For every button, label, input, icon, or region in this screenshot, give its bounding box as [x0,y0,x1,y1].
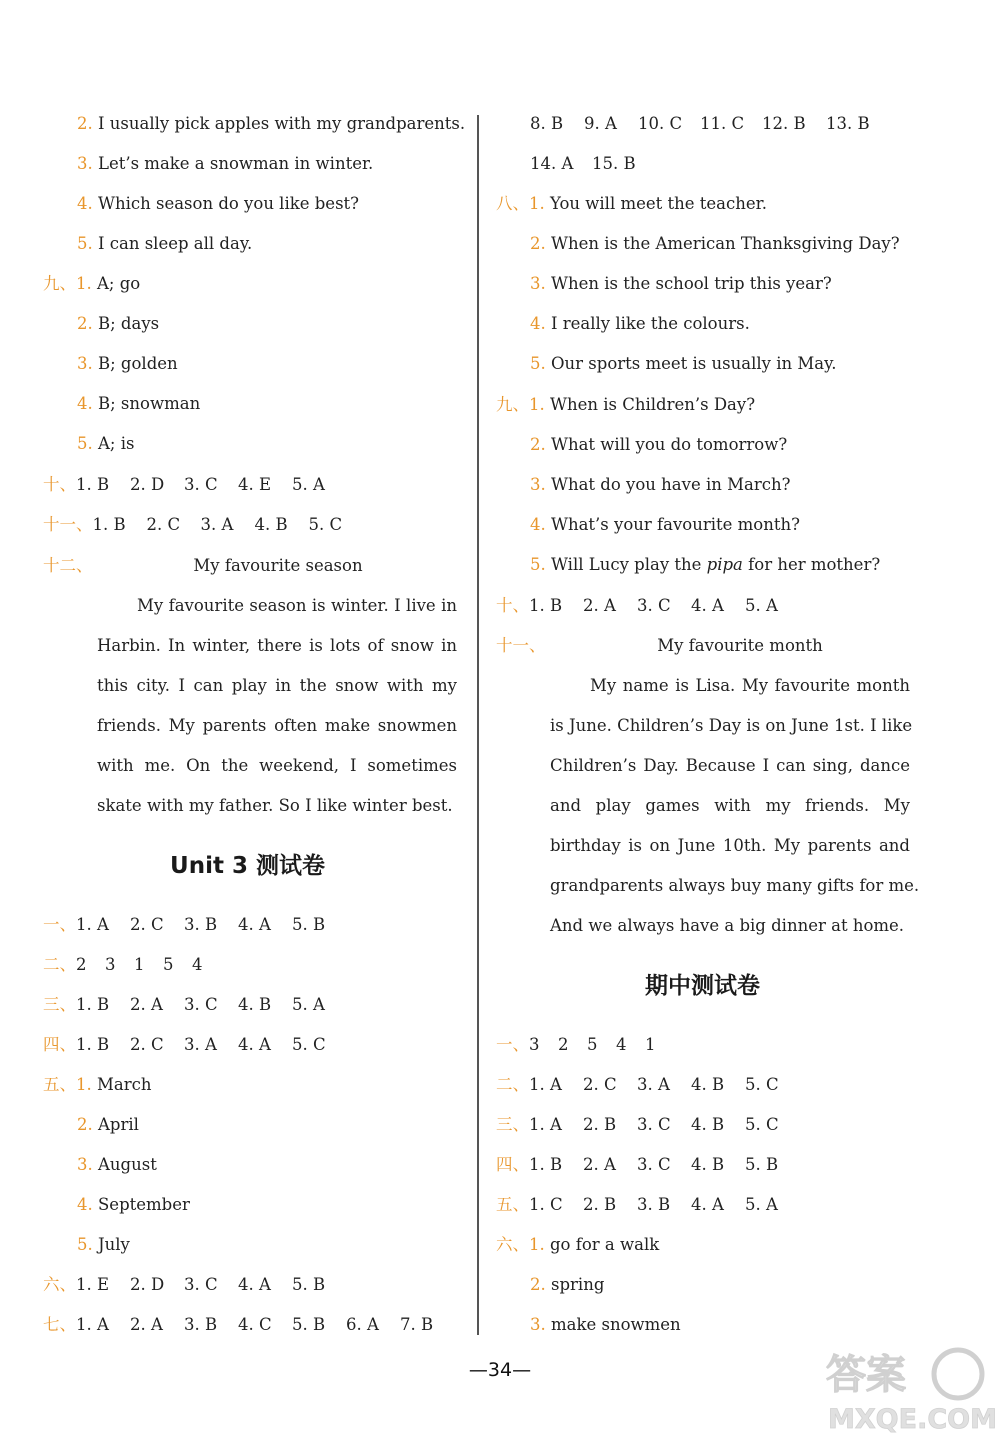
answer-line: 4. I really like the colours. [530,314,750,333]
answer-line: 3. make snowmen [530,1315,681,1334]
essay-line: with me. On the weekend, I sometimes [97,756,457,775]
section-title: 期中测试卷 [645,973,760,999]
answer-row: 三、1. A 2. B 3. C 4. B 5. C [496,1115,779,1134]
answer-line: 5. Our sports meet is usually in May. [530,354,837,373]
answer-line: 3. What do you have in March? [530,475,791,494]
answer-row: 三、1. B 2. A 3. C 4. B 5. A [43,995,325,1014]
answer-line: 4. B; snowman [77,394,201,413]
answer-row: 五、1. C 2. B 3. B 4. A 5. A [496,1195,778,1214]
section-label: 十、 [496,596,529,615]
section-label: 二、 [43,955,76,974]
answer-row: 一、3 2 5 4 1 [496,1035,656,1054]
answer-row: 14. A 15. B [530,154,636,173]
section-label: 九、 [43,274,76,293]
answer-line: 3. Let’s make a snowman in winter. [77,154,374,173]
answer-row: 二、1. A 2. C 3. A 4. B 5. C [496,1075,779,1094]
answer-line: 2. April [77,1115,139,1134]
section-label: 一、 [43,915,76,934]
answer-row: 8. B 9. A 10. C 11. C 12. B 13. B [530,114,870,133]
essay-title: My favourite season [193,556,363,575]
essay-line: and play games with my friends. My [550,796,910,815]
answer-line: 九、1. A; go [43,274,141,293]
section-label: 七、 [43,1315,76,1334]
essay-line: My favourite season is winter. I live in [137,596,457,615]
section-label: 五、 [496,1195,529,1214]
section-label: 九、 [496,395,529,414]
essay-line: skate with my father. So I like winter best. [97,796,453,815]
answer-row: 二、2 3 1 5 4 [43,955,203,974]
answer-row: 十、1. B 2. A 3. C 4. A 5. A [496,596,778,615]
answer-line: 八、1. You will meet the teacher. [496,194,767,213]
svg-text:答案: 答案 [826,1352,906,1398]
section-label: 六、 [496,1235,529,1254]
section-label: 六、 [43,1275,76,1294]
essay-line: My name is Lisa. My favourite month [590,676,910,695]
section-label: 一、 [496,1035,529,1054]
watermark-logo [818,1340,998,1435]
section-label: 五、 [43,1075,76,1094]
section-label: 十一、 [496,636,546,655]
answer-line: 2. B; days [77,314,160,333]
column-divider [477,115,479,1335]
answer-line: 5. I can sleep all day. [77,234,253,253]
section-label: 十、 [43,475,76,494]
answer-line: 2. I usually pick apples with my grandparents. [77,114,466,133]
answer-line: 4. What’s your favourite month? [530,515,800,534]
essay-line: Harbin. In winter, there is lots of snow in [97,636,457,655]
answer-line: 六、1. go for a walk [496,1235,660,1254]
answer-line: 五、1. March [43,1075,152,1094]
section-label: 三、 [496,1115,529,1134]
answer-line: 4. September [77,1195,190,1214]
section-title: Unit 3 测试卷 [170,853,325,879]
section-label: 十一、 [43,515,93,534]
answer-row: 七、1. A 2. A 3. B 4. C 5. B 6. A 7. B [43,1315,434,1334]
answer-line: 3. When is the school trip this year? [530,274,832,293]
answer-row: 十、1. B 2. D 3. C 4. E 5. A [43,475,325,494]
answer-line: 2. When is the American Thanksgiving Day? [530,234,900,253]
section-label: 十二、 [43,556,93,575]
essay-line: this city. I can play in the snow with my [97,676,457,695]
answer-row: 六、1. E 2. D 3. C 4. A 5. B [43,1275,326,1294]
answer-line: 5. July [77,1235,130,1254]
svg-text:MXQE.COM: MXQE.COM [828,1404,997,1435]
section-label: 四、 [496,1155,529,1174]
answer-row: 一、1. A 2. C 3. B 4. A 5. B [43,915,326,934]
answer-line: 5. A; is [77,434,135,453]
page-number: —34— [468,1359,532,1381]
answer-line: 2. spring [530,1275,605,1294]
essay-line: Children’s Day. Because I can sing, dance [550,756,910,775]
essay-line: grandparents always buy many gifts for me. [550,876,920,895]
answer-line: 3. B; golden [77,354,178,373]
section-label: 二、 [496,1075,529,1094]
answer-row: 十一、1. B 2. C 3. A 4. B 5. C [43,515,343,534]
answer-line: 九、1. When is Children’s Day? [496,395,756,414]
section-label: 八、 [496,194,529,213]
answer-row: 四、1. B 2. C 3. A 4. A 5. C [43,1035,326,1054]
section-label: 三、 [43,995,76,1014]
section-label: 四、 [43,1035,76,1054]
essay-title: My favourite month [657,636,823,655]
essay-line: friends. My parents often make snowmen [97,716,457,735]
essay-line: is June. Children’s Day is on June 1st. I like [550,716,913,735]
answer-line: 3. August [77,1155,157,1174]
answer-line: 2. What will you do tomorrow? [530,435,788,454]
essay-line: And we always have a big dinner at home. [550,916,905,935]
answer-line: 4. Which season do you like best? [77,194,360,213]
answer-line: 5. Will Lucy play the pipa for her mother? [530,555,881,574]
answer-row: 四、1. B 2. A 3. C 4. B 5. B [496,1155,779,1174]
essay-line: birthday is on June 10th. My parents and [550,836,910,855]
